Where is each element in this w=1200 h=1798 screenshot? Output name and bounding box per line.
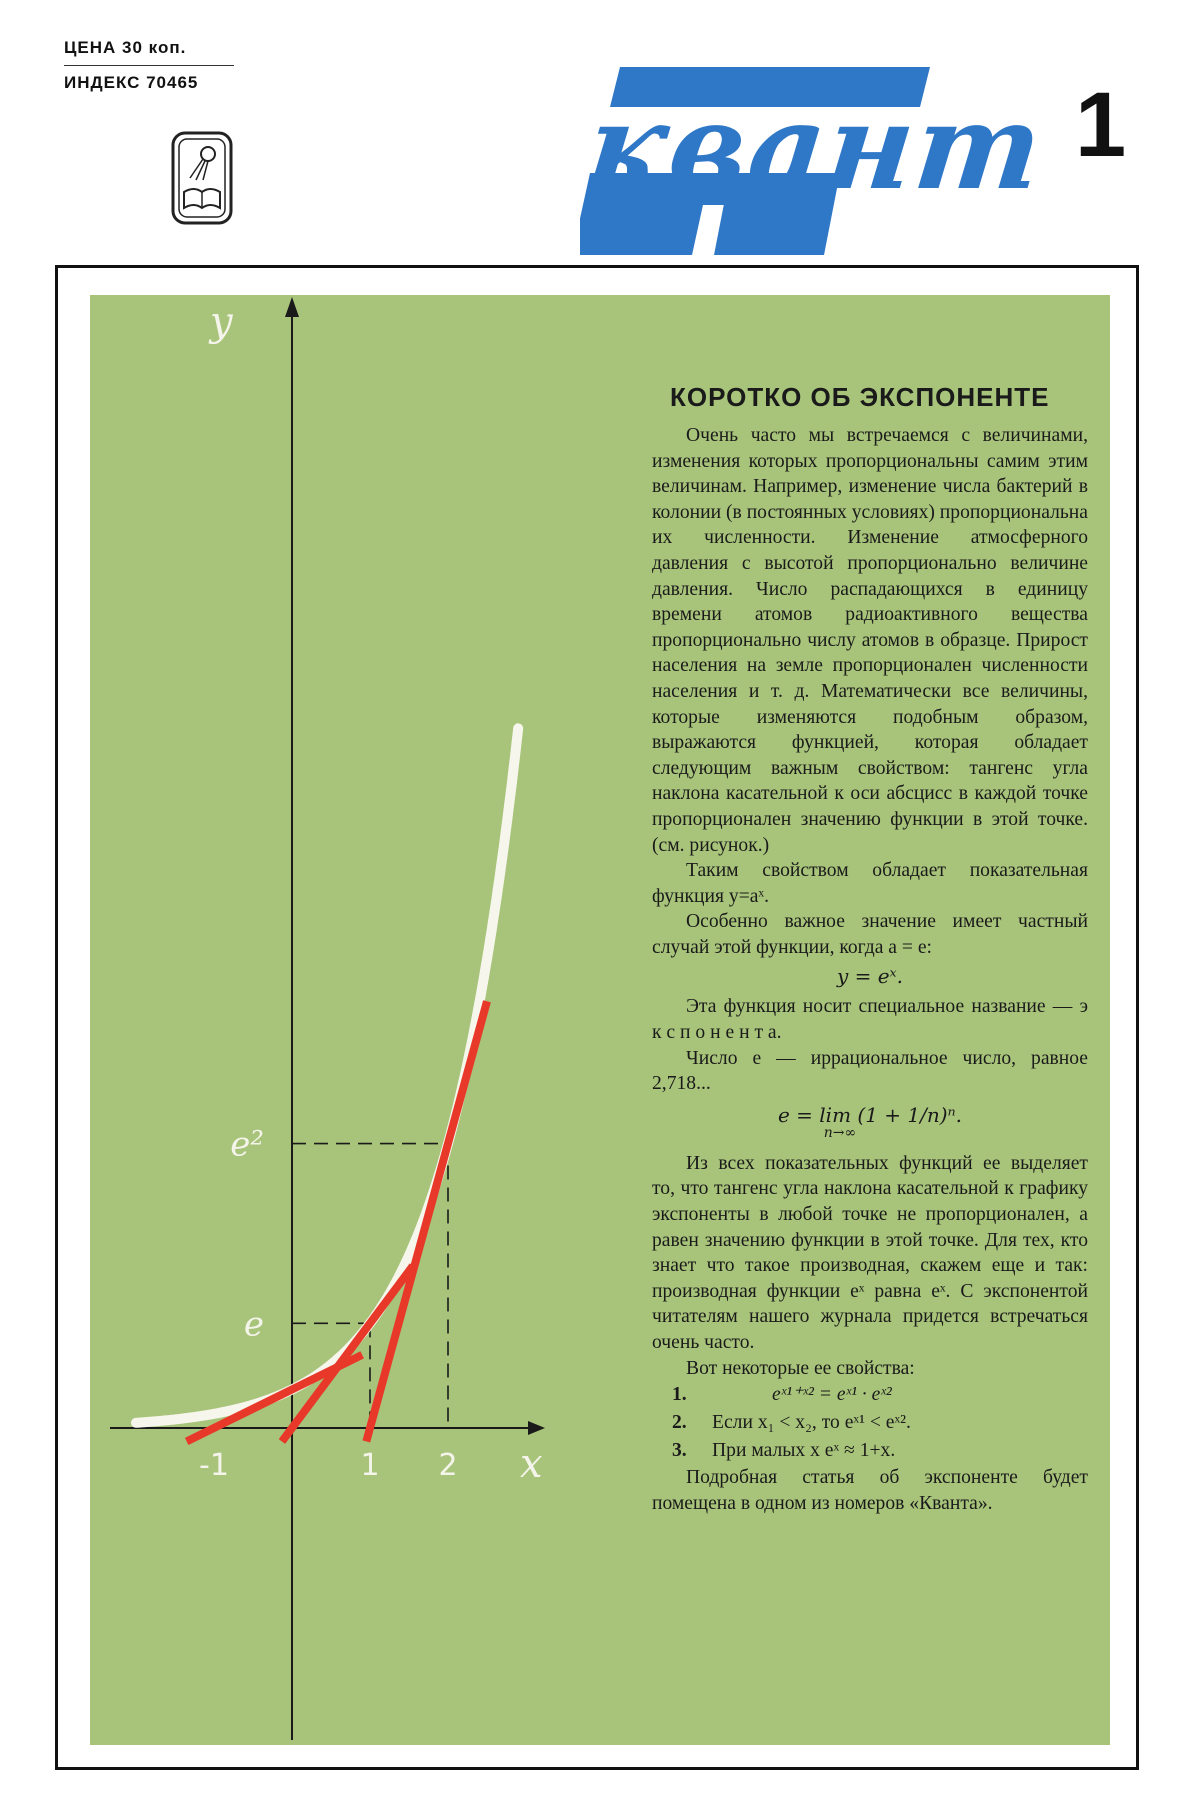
article-paragraph-8: Подробная статья об экспоненте будет помещена в одном из номеров «Кванта».	[652, 1467, 1088, 1514]
publisher-emblem-icon	[170, 130, 234, 226]
limit-expression: e = lim (1 + 1/n)ⁿ.	[777, 1102, 963, 1127]
article-paragraph-2: Таким свойством обладает показательная функция y=aˣ.	[652, 860, 1088, 907]
article-paragraph-4: Эта функция носит специальное название — э к с п о н е н т а.	[652, 996, 1088, 1044]
y-mark-label: e²	[230, 1124, 264, 1165]
article	[652, 382, 1088, 1516]
y-axis-arrow	[285, 297, 299, 317]
formula-limit	[652, 1103, 1088, 1141]
x-tick-label: 1	[360, 1448, 380, 1483]
x-axis-arrow	[528, 1421, 545, 1435]
property-number: 1.	[672, 1384, 687, 1406]
magazine-logo	[580, 55, 1050, 260]
article-paragraph-6: Из всех показательных функций ее выделяет то, что тангенс угла наклона касательной к графику экспоненты в любой точке не пропорционален, а равен значению функции в этой точке. Для тех, кто знает что такое производная, скажем еще и так: производная функции eˣ равна eˣ. С экспонентой читателям нашего журнала придется встречаться очень часто.	[652, 1152, 1088, 1353]
price-block	[64, 38, 240, 93]
limit-subscript: n→∞	[823, 1124, 857, 1141]
tangent-line-3	[366, 1001, 487, 1441]
property-number: 2.	[672, 1412, 687, 1434]
article-paragraph-3: Особенно важное значение имеет частный случай этой функции, когда a = e:	[652, 911, 1088, 958]
exponent-curve	[136, 728, 518, 1423]
x-axis-label: x	[520, 1441, 543, 1487]
property-number: 3.	[672, 1440, 687, 1462]
y-mark-label: e	[243, 1304, 264, 1345]
x-tick-label: -1	[199, 1448, 229, 1483]
property-text: eˣ¹⁺ˣ² = eˣ¹ · eˣ²	[772, 1384, 892, 1406]
y-axis-label: y	[210, 299, 233, 345]
article-title: КОРОТКО ОБ ЭКСПОНЕНТЕ	[670, 382, 1050, 412]
index-label: ИНДЕКС 70465	[64, 73, 199, 92]
properties-list	[652, 1381, 1088, 1465]
property-text: При малых x eˣ ≈ 1+x.	[712, 1440, 896, 1462]
article-paragraph-7: Вот некоторые ее свойства:	[686, 1357, 915, 1379]
formula-exp: y = eˣ.	[836, 964, 904, 989]
property-item	[652, 1437, 1088, 1465]
article-paragraph-1: Очень часто мы встречаемся с величинами, изменения которых пропорциональны самим этим величинам. Например, изменение числа бактерий в колонии (в постоянных условиях) пропорциональна их численности. Изменение атмосферного давления с высотой пропорционально величине давления. Число распадающихся в единицу времени атомов радиоактивного вещества пропорционально числу атомов в образце. Прирост населения на земле пропорционален численности населения и т. д. Математически все величины, которые изменяются подобным образом, выражаются функцией, которая обладает следующим важным свойством: тангенс угла наклона касательной к оси абсцисс в каждой точке пропорционален значению функции в этой точке. (см. рисунок.)	[652, 425, 1088, 856]
article-paragraph-5: Число e — иррациональное число, равное 2,718...	[652, 1047, 1088, 1095]
issue-number: 1	[1075, 74, 1127, 176]
logo-wordmark: квант	[580, 77, 1051, 216]
property-item	[652, 1409, 1088, 1437]
x-tick-label: 2	[438, 1448, 458, 1483]
property-item	[652, 1381, 1088, 1409]
price-label: ЦЕНА 30 коп.	[64, 38, 187, 57]
price-divider	[64, 65, 234, 66]
property-text: Если x₁ < x₂, то eˣ¹ < eˣ².	[712, 1412, 911, 1434]
cover-panel	[90, 295, 1110, 1745]
